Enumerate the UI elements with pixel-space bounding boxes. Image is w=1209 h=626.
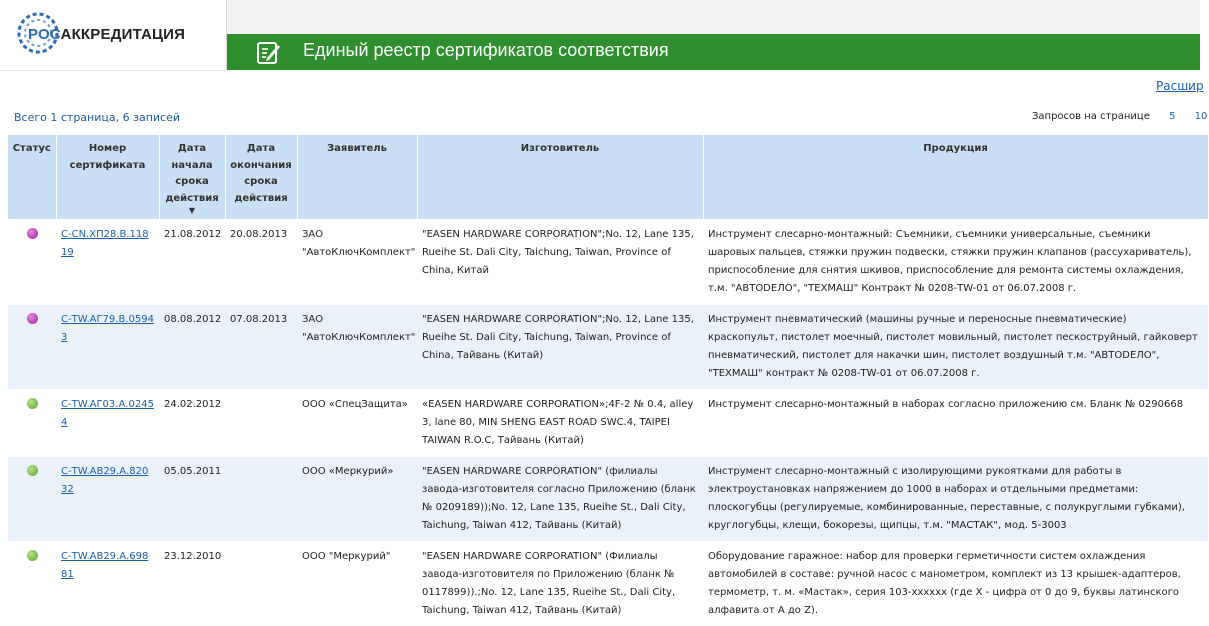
manufacturer-cell: «EASEN HARDWARE CORPORATION»;4F-2 № 0.4, alley 3, lane 80, MIN SHENG EAST ROAD SWC.4, TAIPEI TAIWAN R.O.C, Тайвань (Китай) [417,390,703,457]
registry-icon [255,39,281,65]
status-dot-icon [27,228,38,239]
table-row[interactable] [8,220,1208,305]
product-cell [703,457,1208,542]
cert-number-cell [56,390,159,457]
product-line: Инструмент слесарно-монтажный в наборах согласно приложению см. Бланк № 0290668 [708,396,1203,414]
status-cell [8,457,56,542]
applicant-cell: ООО «Меркурий» [297,457,417,542]
product-line: алфавита от A до Z). [708,602,1203,620]
product-line: Инструмент слесарно-монтажный с изолирующими рукоятками для работы в [708,463,1203,481]
status-dot-icon [27,398,38,409]
cert-number-cell [56,305,159,390]
cert-number-cell [56,542,159,626]
applicant-cell: ООО «СпецЗащита» [297,390,417,457]
start-date-cell: 05.05.2011 [159,457,225,542]
cert-number-cell [56,220,159,305]
col-product[interactable]: Продукция [703,135,1208,220]
product-line: плоскогубцы (регулируемые, комбинированные, переставные, с полукруглыми губками), [708,499,1203,517]
product-line: термометр, т. м. «Мастак», серия 103-xxxxxx (где X - цифра от 0 до 9, буквы латинского [708,584,1203,602]
table-row[interactable] [8,457,1208,542]
status-dot-icon [27,550,38,561]
cert-number-link[interactable]: С-TW.АГ03.А.02454 [61,399,154,428]
table-header-row [8,135,1208,220]
product-line: Инструмент пневматический (машины ручные и переносные пневматические) [708,311,1203,329]
product-line: круглогубцы, клещи, бокорезы, щипцы, т.м. "МАСТАК", мод. 5-3003 [708,517,1203,535]
status-cell [8,305,56,390]
product-cell [703,305,1208,390]
product-line: "ТЕХМАШ" контракт № 0208-TW-01 от 06.07.2008 г. [708,365,1203,383]
col-number[interactable]: Номер сертификата [56,135,159,220]
per-page-label: Запросов на странице [1032,111,1150,122]
product-line: пневматический, пистолет для накачки шин, пистолет воздушный т.м. "АВТОDЕЛО", [708,347,1203,365]
col-status[interactable]: Статус [8,135,56,220]
top-strip [227,0,1200,34]
col-start-date-label: Дата начала срока действия [165,143,218,204]
cert-number-cell [56,457,159,542]
certificates-table [8,135,1209,626]
product-line: приспособление для снятия шкивов, приспособление для ремонта системы охлаждения, [708,262,1203,280]
product-cell [703,542,1208,626]
status-dot-icon [27,313,38,324]
applicant-cell: ЗАО "АвтоКлючКомплект" [297,220,417,305]
cert-number-link[interactable]: С-CN.ХП28.В.11819 [61,229,149,258]
start-date-cell: 23.12.2010 [159,542,225,626]
per-page-option-10[interactable]: 10 [1195,111,1208,122]
col-start-date[interactable] [159,135,225,220]
table-row[interactable] [8,542,1208,626]
product-line: Оборудование гаражное: набор для проверки герметичности систем охлаждения [708,548,1203,566]
product-line: Инструмент слесарно-монтажный: Съемники, съемники универсальные, съемники [708,226,1203,244]
col-manufacturer[interactable]: Изготовитель [417,135,703,220]
header [0,0,1200,72]
manufacturer-cell: "EASEN HARDWARE CORPORATION";No. 12, Lane 135, Rueihe St. Dali City, Taichung, Taiwan, Province of China, Китай [417,220,703,305]
col-applicant[interactable]: Заявитель [297,135,417,220]
per-page-option-5[interactable]: 5 [1169,111,1175,122]
start-date-cell: 21.08.2012 [159,220,225,305]
extended-search-link[interactable]: Расшир [1156,79,1204,93]
end-date-cell [225,457,297,542]
col-end-date[interactable]: Дата окончания срока действия [225,135,297,220]
product-line: шаровых пальцев, стяжки пружин подвески, стяжки пружин клапанов (рассухариватель), [708,244,1203,262]
product-line: краскопульт, пистолет моечный, пистолет мовильный, пистолет пескоструйный, гайковерт [708,329,1203,347]
per-page-selector [1032,111,1207,122]
product-cell [703,390,1208,457]
product-cell [703,220,1208,305]
product-line: электроустановках напряжением до 1000 в наборах и отдельными предметами: [708,481,1203,499]
logo[interactable] [0,0,227,71]
sort-desc-icon: ▼ [163,207,222,215]
cert-number-link[interactable]: С-TW.АВ29.А.82032 [61,466,148,495]
table-row[interactable] [8,390,1208,457]
end-date-cell: 20.08.2013 [225,220,297,305]
product-line: автомобилей в составе: ручной насос с манометром, комплект из 13 крышек-адаптеров, [708,566,1203,584]
page-title: Единый реестр сертификатов соответствия [303,40,669,61]
manufacturer-cell: "EASEN HARDWARE CORPORATION" (филиалы завода-изготовителя согласно Приложению (бланк № 0209189));No. 12, Lane 135, Rueihe St., Dali City, Taichung, Taiwan 412, Тайвань (Китай) [417,457,703,542]
applicant-cell: ООО "Меркурий" [297,542,417,626]
end-date-cell [225,390,297,457]
status-cell [8,220,56,305]
start-date-cell: 24.02.2012 [159,390,225,457]
logo-text: РОСАККРЕДИТАЦИЯ [28,26,185,43]
end-date-cell: 07.08.2013 [225,305,297,390]
applicant-cell: ЗАО "АвтоКлючКомплект" [297,305,417,390]
manufacturer-cell: "EASEN HARDWARE CORPORATION" (Филиалы завода-изготовителя по Приложению (бланк № 0117899)).;No. 12, Lane 135, Rueihe St., Dali City, Taichung, Taiwan 412, Тайвань (Китай) [417,542,703,626]
product-line: т.м. "АВТОDЕЛО", "ТЕХМАШ" Контракт № 0208-TW-01 от 06.07.2008 г. [708,280,1203,298]
results-summary: Всего 1 страница, 6 записей [14,111,180,124]
table-row[interactable] [8,305,1208,390]
cert-number-link[interactable]: С-TW.АГ79.В.05943 [61,314,154,343]
start-date-cell: 08.08.2012 [159,305,225,390]
manufacturer-cell: "EASEN HARDWARE CORPORATION";No. 12, Lane 135, Rueihe St. Dali City, Taichung, Taiwan, Province of China, Тайвань (Китай) [417,305,703,390]
status-cell [8,390,56,457]
cert-number-link[interactable]: С-TW.АВ29.А.69881 [61,551,148,580]
status-dot-icon [27,465,38,476]
status-cell [8,542,56,626]
end-date-cell [225,542,297,626]
